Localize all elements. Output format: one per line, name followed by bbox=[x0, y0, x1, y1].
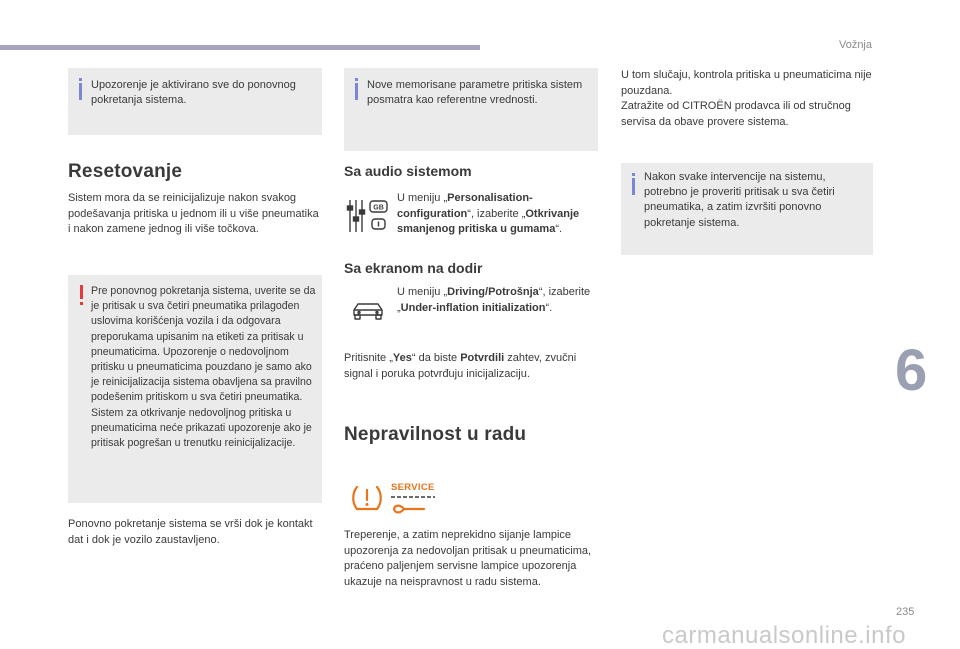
warning-note-text: Pre ponovnog pokretanja sistema, uverite se da je pritisak u sva četiri pneumatika prilagođen uslovima korišćenja vozila i da odgovara preporukama upisanim na etiketi za pritisak u pneumaticima. Upozorenje o nedovoljnom pritisku u pneumaticima pouzdano je samo ako je reinicijalizacija sistema obavljena sa pravilno podešenim pritiskom u sva četiri pneumatika. Sistem za otkrivanje nedovoljnog pritiska u pneumaticima neće prikazati upozorenje ako je pritisak pogrešan u trenutku reinicijalizacije. bbox=[91, 285, 316, 450]
col3-text bbox=[621, 68, 875, 130]
info-note-1-text: Upozorenje je aktivirano sve do ponovnog pokretanja sistema. bbox=[91, 79, 296, 107]
section-title: Vožnja bbox=[838, 39, 872, 51]
confirm-label: Potvrdili bbox=[460, 352, 505, 364]
info-note-3 bbox=[621, 163, 873, 255]
info-note-1 bbox=[68, 68, 322, 135]
reset-heading: Resetovanje bbox=[68, 161, 183, 182]
malfunction-heading: Nepravilnost u radu bbox=[344, 424, 527, 445]
tyre-pressure-warning-icon bbox=[350, 483, 384, 513]
audio-settings-icon bbox=[346, 197, 392, 235]
page-number: 235 bbox=[896, 606, 915, 618]
warning-note bbox=[68, 275, 322, 503]
touchscreen-instructions bbox=[397, 285, 593, 316]
press-text-1: Pritisnite „ bbox=[344, 352, 393, 364]
chapter-number: 6 bbox=[895, 338, 928, 403]
info-icon bbox=[79, 83, 82, 100]
watermark: carmanualsonline.info bbox=[662, 622, 906, 649]
audio-instructions bbox=[397, 191, 593, 238]
touch-text-2: “, izaberite „ bbox=[397, 286, 591, 314]
warning-icon bbox=[80, 285, 83, 299]
audio-heading: Sa audio sistemom bbox=[344, 163, 472, 179]
touch-menu-name: Driving/Potrošnja bbox=[447, 286, 539, 298]
svg-text:GB: GB bbox=[373, 204, 384, 212]
reset-footer: Ponovno pokretanje sistema se vrši dok je kontakt dat i dok je vozilo zaustavljeno. bbox=[68, 518, 313, 546]
col3-text-line1: U tom slučaju, kontrola pritiska u pneumaticima nije pouzdana. bbox=[621, 69, 872, 97]
touchscreen-heading: Sa ekranom na dodir bbox=[344, 260, 483, 276]
yes-label: Yes bbox=[392, 352, 412, 364]
info-icon bbox=[355, 83, 358, 100]
audio-text-2: “, izaberite „ bbox=[467, 207, 526, 220]
service-warning bbox=[390, 482, 436, 516]
malfunction-text: Treperenje, a zatim neprekidno sijanje lampice upozorenja za nedovoljan pritisak u pneumaticima, praćeno paljenjem servisne lampice upozorenja ukazuje na neispravnost u radu sistema. bbox=[344, 529, 592, 588]
info-note-2-text: Nove memorisane parametre pritiska sistem posmatra kao referentne vrednosti. bbox=[367, 79, 583, 107]
touch-text-3: “. bbox=[545, 301, 553, 314]
reset-intro: Sistem mora da se reinicijalizuje nakon svakog podešavanja pritiska u jednom ili u više pneumatika i nakon zamene jednog ili više točkova. bbox=[68, 192, 319, 235]
info-note-3-text: Nakon svake intervencije na sistemu, potrebno je proveriti pritisak u sva četiri pneumatika, a zatim izvršiti ponovno pokretanje sistema. bbox=[644, 171, 835, 229]
confirm-instructions bbox=[344, 351, 598, 382]
touch-menu-item: Under-inflation initialization bbox=[400, 301, 546, 314]
car-icon bbox=[351, 300, 385, 322]
header-accent-bar bbox=[0, 45, 480, 50]
audio-menu-name: Personalisation-configuration bbox=[397, 192, 533, 220]
audio-text-1: U meniju „ bbox=[397, 192, 448, 204]
col3-text-line2: Zatražite od CITROËN prodavca ili od stručnog servisa da obave provere sistema. bbox=[621, 100, 851, 128]
press-text-2: “ da biste bbox=[411, 352, 461, 364]
info-icon bbox=[632, 178, 635, 195]
audio-text-3: “. bbox=[555, 223, 563, 235]
press-text-3: zahtev, zvučni signal i poruka potvrđuju inicijalizaciju. bbox=[344, 352, 577, 380]
info-note-2 bbox=[344, 68, 598, 151]
service-label: SERVICE bbox=[391, 482, 435, 493]
touch-text-1: U meniju „ bbox=[397, 286, 448, 298]
audio-menu-item: Otkrivanje smanjenog pritiska u gumama bbox=[397, 207, 580, 235]
